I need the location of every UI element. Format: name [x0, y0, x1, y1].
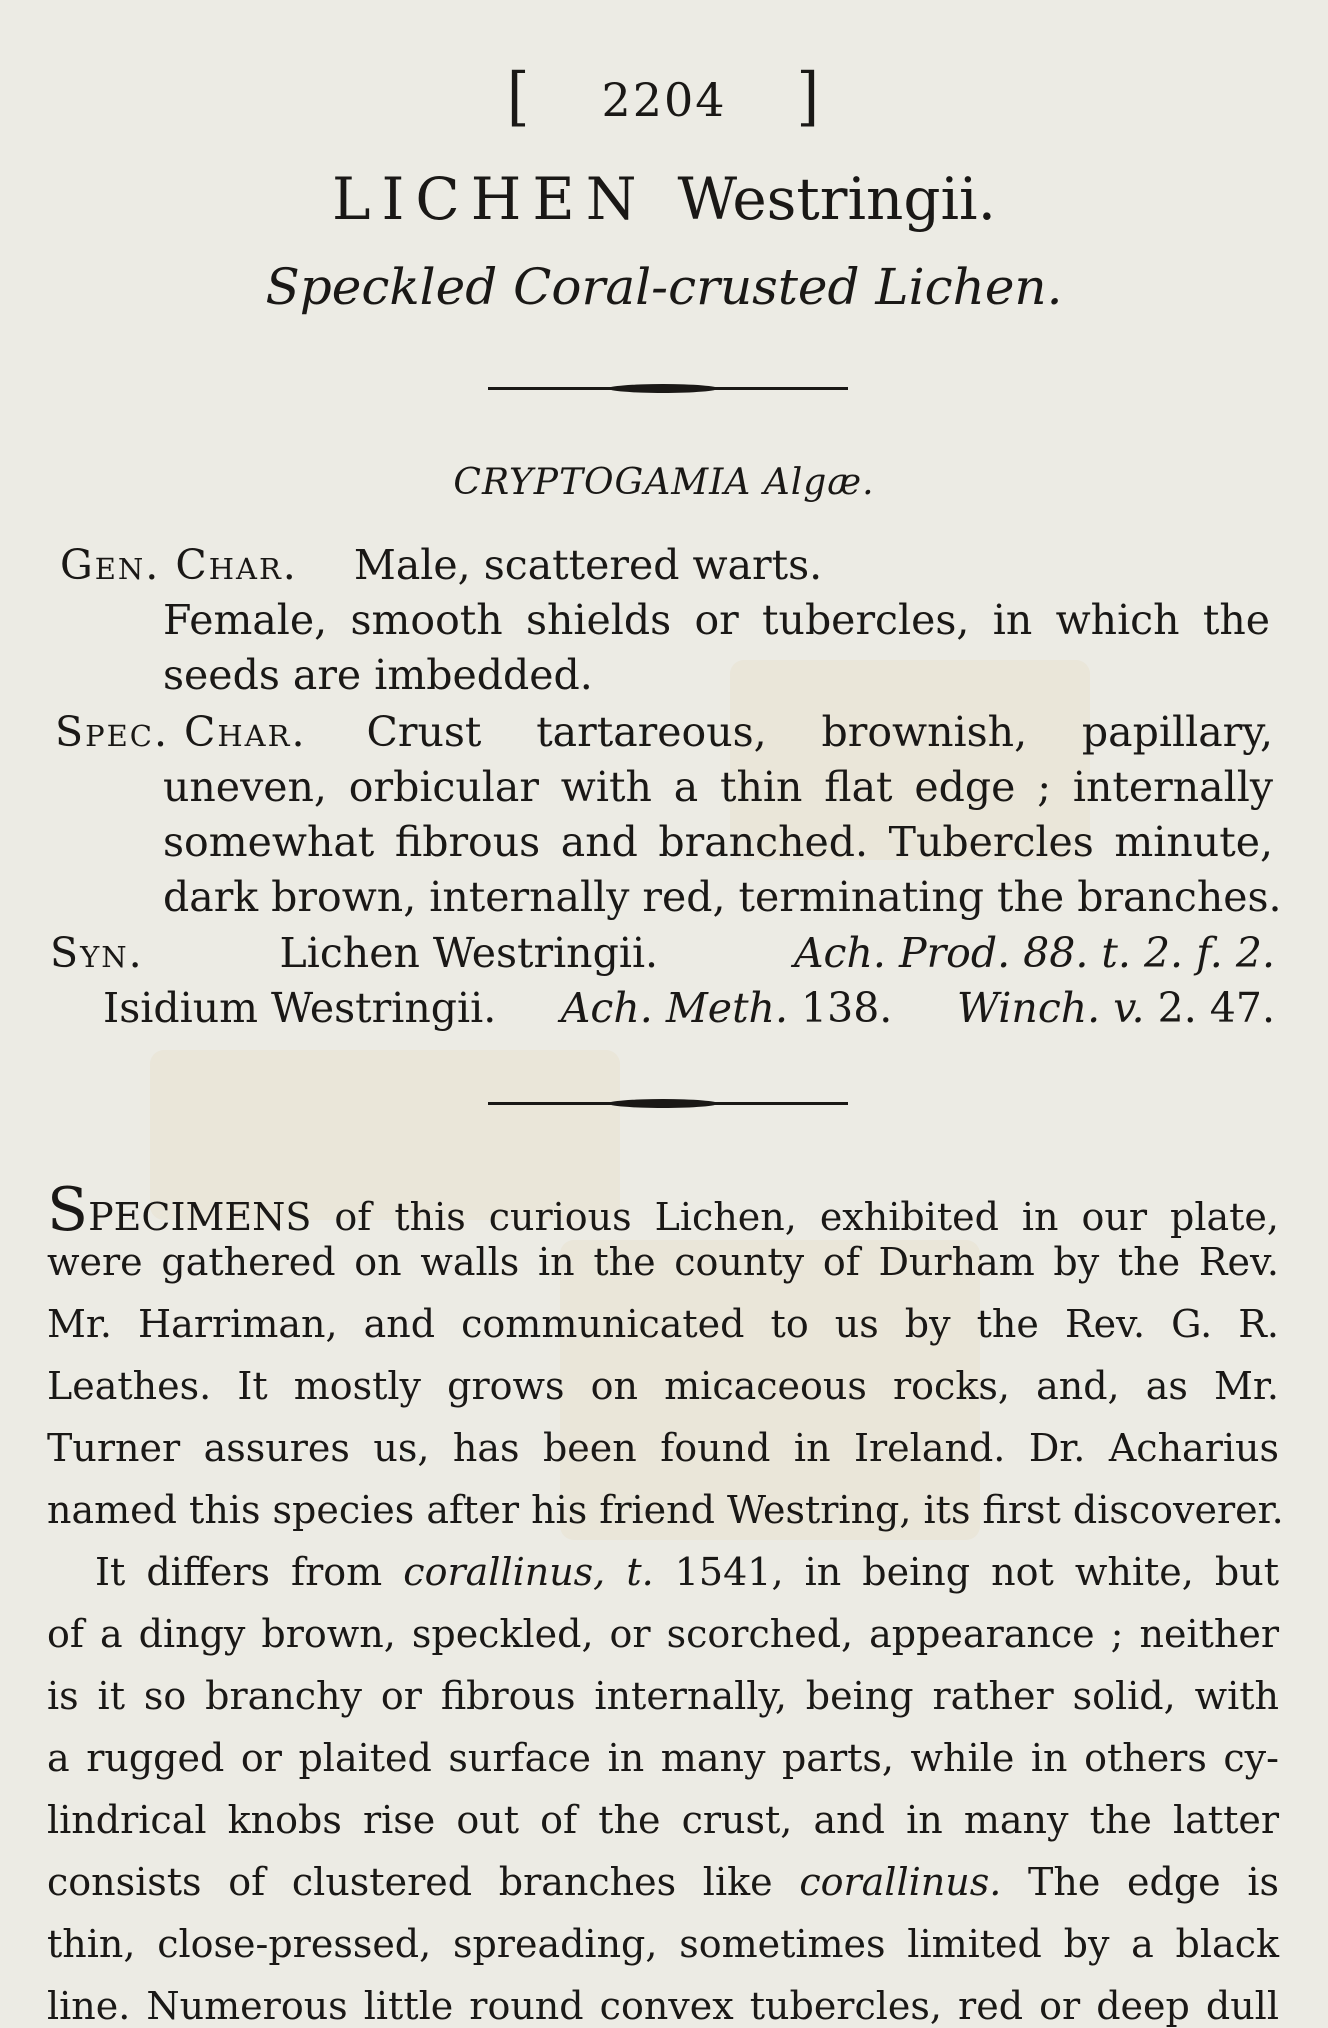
body-line: named this species after his friend Westring, its first discoverer.: [47, 1488, 1284, 1532]
body-text: PECIMENS of this curious Lichen, exhibited in our plate,: [88, 1195, 1279, 1239]
taxon-reference: corallinus.: [799, 1860, 1002, 1904]
synonym-reference: Ach. Prod. 88. t. 2. f. 2.: [793, 929, 1275, 977]
species-title: [0, 165, 1328, 233]
spec-char-text: somewhat fibrous and branched. Tubercles minute,: [163, 818, 1273, 866]
common-name: Speckled Coral-crusted Lichen.: [265, 258, 1063, 316]
synonym-name: Lichen Westringii.: [279, 929, 659, 977]
synonym-line: [103, 984, 1275, 1032]
body-line: Turner assures us, has been found in Ireland. Dr. Acharius: [47, 1426, 1279, 1470]
page-number-value: 2204: [601, 73, 727, 127]
gen-char-line: [60, 541, 823, 589]
spec-char-text: Crust tartareous, brownish, papillary,: [366, 708, 1273, 756]
genus-name: LICHEN: [331, 165, 648, 233]
gen-char-text: Female, smooth shields or tubercles, in which the: [163, 596, 1270, 644]
page-number: [0, 58, 1328, 134]
body-line: lindrical knobs rise out of the crust, and in many the latter: [47, 1798, 1279, 1842]
synonym-reference: Winch. v. 2. 47.: [956, 984, 1275, 1032]
bracket-close: ]: [796, 58, 822, 134]
ornamental-rule: [488, 1102, 848, 1105]
syn-label: Syn.: [50, 929, 144, 977]
spec-char-label: Spec. Char.: [55, 708, 307, 756]
ornamental-rule: [488, 387, 848, 390]
synonym-name: Isidium Westringii.: [103, 984, 497, 1032]
body-line: line. Numerous little round convex tubercles, red or deep dull: [47, 1984, 1279, 2028]
drop-cap: S: [47, 1175, 89, 1245]
classification: CRYPTOGAMIA Algæ.: [453, 462, 875, 503]
body-line: Mr. Harriman, and communicated to us by the Rev. G. R.: [47, 1302, 1279, 1346]
body-line: consists of clustered branches like corallinus. The edge is: [47, 1860, 1279, 1904]
spec-char-line: [55, 708, 1273, 756]
body-line: It differs from corallinus, t. 1541, in being not white, but: [95, 1550, 1279, 1594]
spec-char-text: dark brown, internally red, terminating the branches.: [163, 873, 1282, 921]
bracket-open: [: [506, 58, 532, 134]
taxon-reference: corallinus, t.: [403, 1550, 654, 1594]
body-line: a rugged or plaited surface in many parts, while in others cy-: [47, 1736, 1279, 1780]
gen-char-text: seeds are imbedded.: [163, 651, 593, 699]
body-line: of a dingy brown, speckled, or scorched, appearance ; neither: [47, 1612, 1279, 1656]
body-line: [47, 1175, 1279, 1245]
body-line: Leathes. It mostly grows on micaceous rocks, and, as Mr.: [47, 1364, 1279, 1408]
gen-char-label: Gen. Char.: [60, 541, 298, 589]
spec-char-text: uneven, orbicular with a thin flat edge ; internally: [163, 763, 1273, 811]
gen-char-text: Male, scattered warts.: [353, 541, 823, 589]
synonym-reference: Ach. Meth. 138.: [560, 984, 893, 1032]
body-line: thin, close-pressed, spreading, sometimes limited by a black: [47, 1922, 1279, 1966]
species-epithet: Westringii.: [677, 165, 997, 233]
synonym-line: [50, 929, 1275, 977]
body-line: is it so branchy or fibrous internally, being rather solid, with: [47, 1674, 1279, 1718]
body-line: were gathered on walls in the county of Durham by the Rev.: [47, 1240, 1279, 1284]
